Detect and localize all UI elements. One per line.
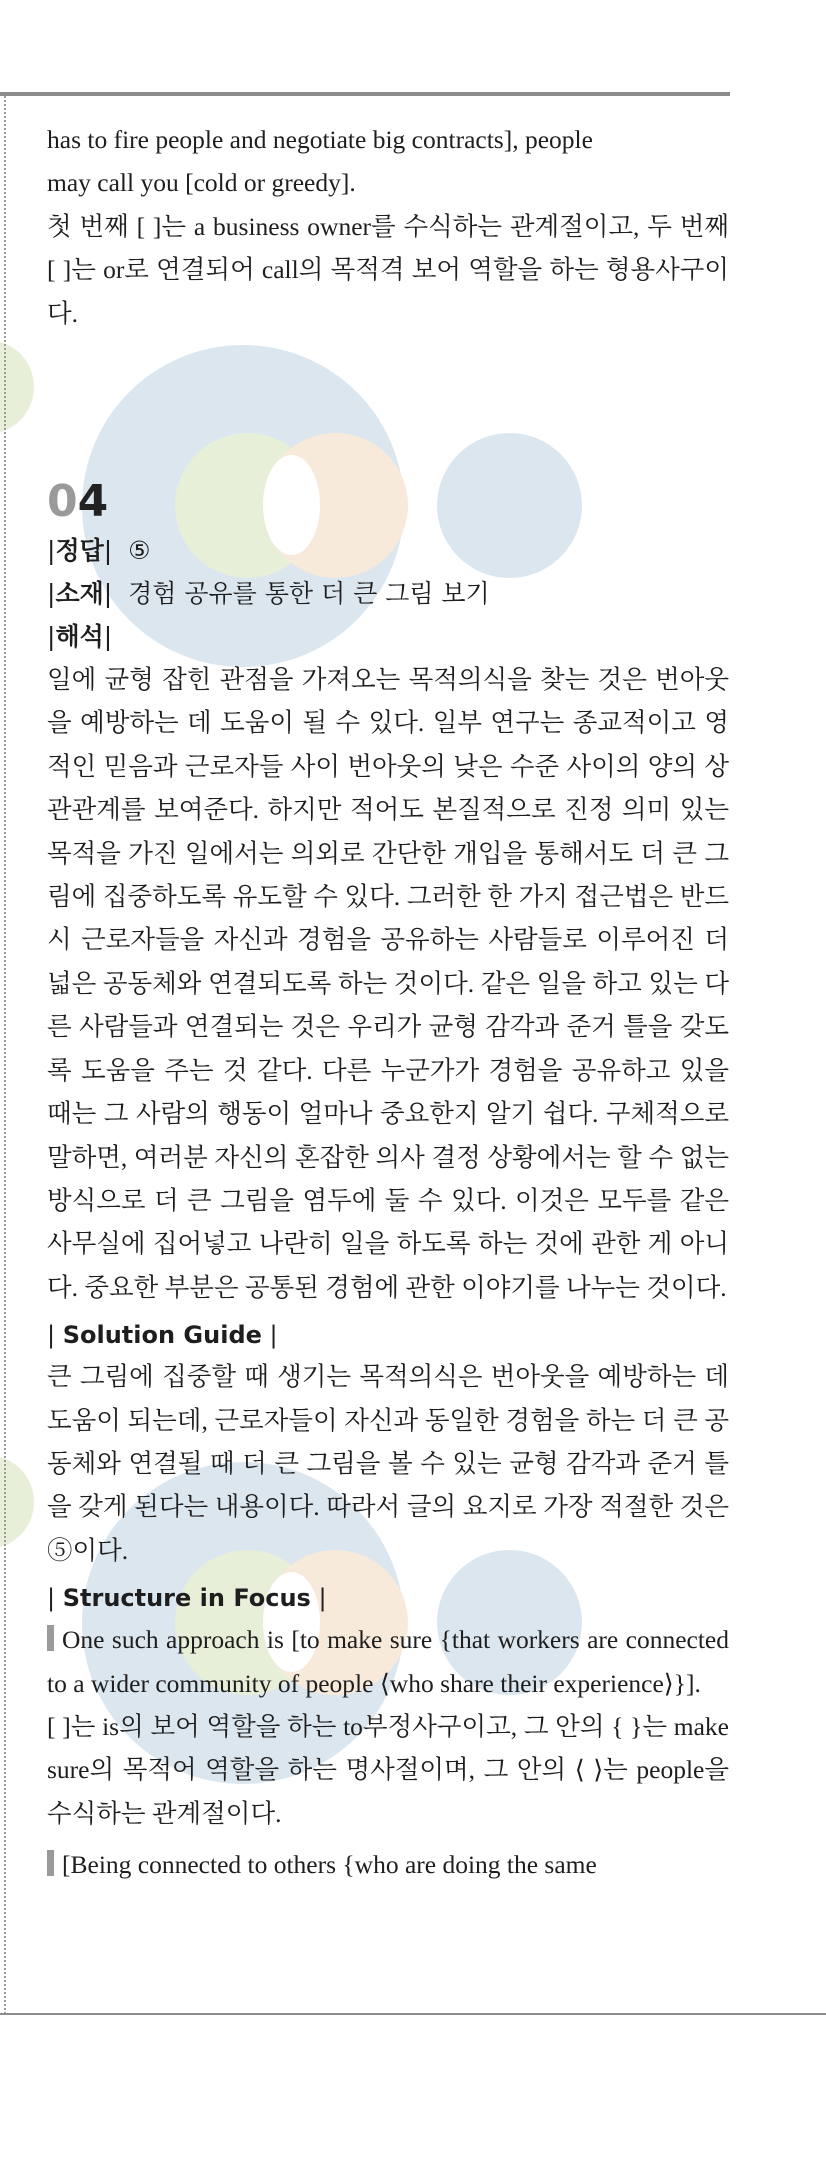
solution-guide-label: Solution Guide	[62, 1321, 262, 1350]
topic-value: 경험 공유를 통한 더 큰 그림 보기	[128, 579, 490, 609]
page-content	[47, 118, 729, 1887]
topic-row: |소재| 경험 공유를 통한 더 큰 그림 보기	[47, 579, 490, 609]
intro-line-1: has to fire people and negotiate big contracts], people	[47, 125, 593, 154]
left-dotted-border	[4, 96, 6, 2014]
solution-guide-text: 큰 그림에 집중할 때 생기는 목적의식은 번아웃을 예방하는 데 도움이 되는데, 근로자들이 자신과 동일한 경험을 하는 더 큰 공동체와 연결될 때 더 큰 그림을 볼 수 있는 균형 감각과 준거 틀을 갖게 된다는 내용이다. 따라서 글의 요지로 가장 적절한 것은 ⑤이다.	[47, 1362, 729, 1565]
translation-text: 일에 균형 잡힌 관점을 가져오는 목적의식을 찾는 것은 번아웃을 예방하는 데 도움이 될 수 있다. 일부 연구는 종교적이고 영적인 믿음과 근로자들 사이 번아웃의 낮은 수준 사이의 양의 상관관계를 보여준다. 하지만 적어도 본질적으로 진정 의미 있는 목적을 가진 일에서는 의외로 간단한 개입을 통해서도 더 큰 그림에 집중하도록 유도할 수 있다. 그러한 한 가지 접근법은 반드시 근로자들을 자신과 경험을 공유하는 사람들로 이루어진 더 넓은 공동체와 연결되도록 하는 것이다. 같은 일을 하고 있는 다른 사람들과 연결되는 것은 우리가 균형 감각과 준거 틀을 갖도록 도움을 주는 것 같다. 다른 누군가가 경험을 공유하고 있을 때는 그 사람의 행동이 얼마나 중요한지 알기 쉽다. 구체적으로 말하면, 여러분 자신의 혼잡한 의사 결정 상황에서는 할 수 없는 방식으로 더 큰 그림을 염두에 둘 수 있다. 이것은 모두를 같은 사무실에 집어넣고 나란히 일을 하도록 하는 것에 관한 게 아니다. 중요한 부분은 공통된 경험에 관한 이야기를 나누는 것이다.	[47, 665, 729, 1302]
intro-line-2: may call you [cold or greedy].	[47, 168, 356, 198]
bullet-marker-icon	[47, 1850, 54, 1876]
answer-value: ⑤	[128, 536, 151, 566]
topic-label: 소재	[55, 579, 104, 609]
structure-heading: | Structure in Focus |	[47, 1584, 327, 1613]
top-divider	[0, 92, 730, 96]
bullet-marker-icon	[47, 1625, 54, 1651]
translation-row: |해석|	[47, 622, 113, 652]
question-number-digit: 4	[77, 476, 109, 528]
structure-item-1-text: One such approach is [to make sure {that workers are connected to a wider community of people ⟨who share their experience⟩}].	[47, 1625, 729, 1698]
translation-label: 해석	[55, 622, 104, 652]
structure-item-1	[47, 1618, 729, 1705]
structure-item-2	[47, 1843, 729, 1886]
question-number	[47, 477, 729, 527]
solution-guide-heading: | Solution Guide |	[47, 1321, 278, 1350]
answer-label: 정답	[55, 536, 104, 566]
bottom-divider	[0, 2013, 826, 2015]
question-number-zero: 0	[47, 476, 78, 528]
structure-item-2-text: [Being connected to others {who are doing the same	[62, 1850, 597, 1880]
structure-note-1: [ ]는 is의 보어 역할을 하는 to부정사구이고, 그 안의 { }는 make sure의 목적어 역할을 하는 명사절이며, 그 안의 ⟨ ⟩는 people을 수식하는 관계절이다.	[47, 1711, 729, 1828]
answer-row: |정답| ⑤	[47, 536, 151, 566]
intro-note: 첫 번째 [ ]는 a business owner를 수식하는 관계절이고, 두 번째 [ ]는 or로 연결되어 call의 목적격 보어 역할을 하는 형용사구이다.	[47, 211, 729, 328]
structure-label: Structure in Focus	[62, 1584, 311, 1613]
